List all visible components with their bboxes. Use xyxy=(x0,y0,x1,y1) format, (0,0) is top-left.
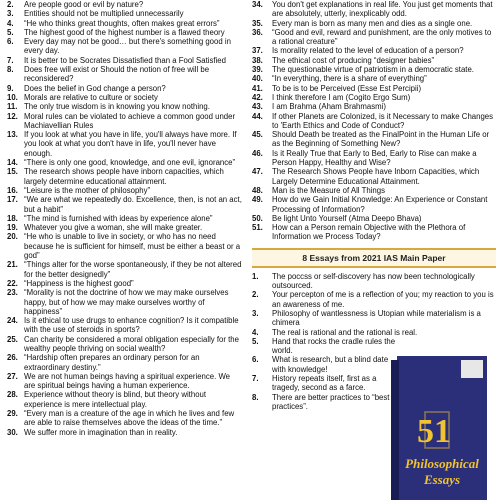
item-text: Entities should not be multiplied unnecessarily xyxy=(24,9,184,19)
item-text: The highest good of the highest number is a flawed theory xyxy=(24,27,225,37)
list-item xyxy=(4,158,242,167)
list-item xyxy=(252,337,400,356)
item-number: 18. xyxy=(7,213,18,223)
right-list xyxy=(252,0,496,242)
item-number: 35. xyxy=(252,18,263,28)
item-text: Whatever you give a woman, she will make greater. xyxy=(24,223,203,233)
list-item xyxy=(4,130,242,158)
item-text: Should Death be treated as the FinalPoint in the Human Life or as the Beginning of Something New? xyxy=(272,130,490,149)
item-number: 20. xyxy=(7,232,18,242)
item-text: History repeats itself, first as a tragedy, second as a farce. xyxy=(272,373,377,393)
item-number: 45. xyxy=(252,130,263,140)
item-number: 22. xyxy=(7,278,18,288)
list-item xyxy=(252,74,496,83)
item-number: 12. xyxy=(7,111,18,121)
list-item xyxy=(4,9,242,18)
list-item xyxy=(4,390,242,409)
list-item xyxy=(4,0,242,9)
item-text: What is research, but a blind date with knowledge! xyxy=(272,355,389,374)
item-number: 25. xyxy=(7,334,18,344)
list-item xyxy=(4,102,242,111)
list-item xyxy=(252,65,496,74)
item-number: 5. xyxy=(252,336,259,346)
item-number: 19. xyxy=(7,223,18,233)
item-number: 41. xyxy=(252,83,263,93)
list-item xyxy=(252,309,496,328)
book-spine xyxy=(391,360,399,500)
list-item xyxy=(252,393,400,412)
item-text: Is it Really True that Early to Bed, Early to Rise can make a Person Happy, Healthy and Wise? xyxy=(272,148,477,168)
publisher-logo xyxy=(461,360,483,378)
item-text: How do we Gain Initial Knowledge: An Experience or Constant Processing of Information? xyxy=(272,195,488,214)
item-number: 27. xyxy=(7,371,18,381)
list-item xyxy=(4,428,242,437)
item-number: 15. xyxy=(7,167,18,177)
book-cover-svg xyxy=(389,352,493,500)
item-text: I am Brahma (Aham Brahmasmi) xyxy=(272,102,386,112)
item-text: Be light Unto Yourself (Atma Deepo Bhava) xyxy=(272,213,422,223)
item-number: 38. xyxy=(252,55,263,65)
list-item xyxy=(4,28,242,37)
item-number: 8. xyxy=(252,392,259,402)
item-text: “Happiness is the highest good” xyxy=(24,278,134,288)
list-item xyxy=(252,19,496,28)
item-text: “In everything, there is a share of everything” xyxy=(272,74,427,84)
item-text: Can charity be considered a moral obligation especially for the wealthy people thriving on social wealth? xyxy=(24,334,239,353)
list-item xyxy=(252,167,496,186)
item-number: 13. xyxy=(7,130,18,140)
item-number: 9. xyxy=(7,83,14,93)
book-title-line2: Essays xyxy=(423,472,461,487)
list-item xyxy=(252,102,496,111)
list-item xyxy=(4,409,242,428)
item-number: 46. xyxy=(252,148,263,158)
list-item xyxy=(4,19,242,28)
book-cover-image xyxy=(389,352,493,500)
item-number: 37. xyxy=(252,46,263,56)
item-number: 7. xyxy=(7,55,14,65)
list-item xyxy=(4,186,242,195)
list-item xyxy=(252,355,400,374)
book-title-line1: Philosophical xyxy=(405,456,479,471)
list-item xyxy=(4,232,242,260)
list-item xyxy=(252,28,496,47)
item-text: The only true wisdom is in knowing you know nothing. xyxy=(24,102,210,112)
item-number: 7. xyxy=(252,373,259,383)
list-item xyxy=(4,335,242,354)
item-text: How can a Person remain Objective with the Plethora of Information we Process Today? xyxy=(272,223,466,242)
item-number: 43. xyxy=(252,102,263,112)
item-number: 50. xyxy=(252,213,263,223)
item-number: 36. xyxy=(252,27,263,37)
item-text: “The mind is furnished with ideas by experience alone” xyxy=(24,213,213,223)
list-item xyxy=(252,56,496,65)
item-text: “Every man is a creature of the age in which he lives and few are able to raise themselves above the ideas of the time.” xyxy=(24,409,235,428)
list-item xyxy=(252,112,496,131)
item-text: It is better to be Socrates Dissatisfied than a Fool Satisfied xyxy=(24,55,226,65)
item-number: 29. xyxy=(7,409,18,419)
list-item xyxy=(4,223,242,232)
item-text: Every day may not be good… but there's something good in every day. xyxy=(24,37,231,56)
item-number: 1. xyxy=(252,271,259,281)
list-item xyxy=(4,288,242,316)
item-number: 3. xyxy=(7,9,14,19)
item-text: Your percepton of me is a reflection of you; my reaction to you is an awareness of me. xyxy=(272,290,494,309)
item-number: 3. xyxy=(252,308,259,318)
item-number: 49. xyxy=(252,195,263,205)
item-text: The poccss or self-discovery has now been technologically outsourced. xyxy=(272,271,475,291)
item-text: The ethical cost of producing “designer babies” xyxy=(272,55,435,65)
item-text: “He who thinks great thoughts, often makes great errors” xyxy=(24,18,220,28)
item-number: 26. xyxy=(7,353,18,363)
item-text: There are better practices to “best practices”. xyxy=(272,392,390,411)
item-text: “We are what we repeatedly do. Excellence, then, is not an act, but a habit” xyxy=(24,195,242,214)
item-text: If other Planets are Colonized, is it Necessary to make Changes to 'Earth Ethics and Code of Conduct? xyxy=(272,111,494,130)
item-text: “Hardship often prepares an ordinary person for an extraordinary destiny.” xyxy=(24,353,200,372)
item-number: 6. xyxy=(7,37,14,47)
item-number: 14. xyxy=(7,158,18,168)
item-number: 34. xyxy=(252,0,263,9)
item-number: 4. xyxy=(7,18,14,28)
item-number: 40. xyxy=(252,74,263,84)
list-item xyxy=(252,149,496,168)
item-text: Does free will exist or Should the notion of free will be reconsidered? xyxy=(24,65,210,84)
item-text: The real is rational and the rational is real. xyxy=(272,327,418,337)
item-text: Hand that rocks the cradle rules the world. xyxy=(272,336,396,356)
item-number: 8. xyxy=(7,65,14,75)
item-text: Every man is born as many men and dies as a single one. xyxy=(272,18,473,28)
right-column xyxy=(252,0,496,411)
item-number: 4. xyxy=(252,327,259,337)
item-text: Experience without theory is blind, but theory without experience is mere intellectual play. xyxy=(24,390,207,409)
item-text: Is it ethical to use drugs to enhance cognition? Is it compatible with the use of steroids in sports? xyxy=(24,316,239,335)
item-number: 23. xyxy=(7,288,18,298)
item-text: Does the belief in God change a person? xyxy=(24,83,166,93)
list-item xyxy=(4,167,242,186)
item-text: Moral rules can be violated to achieve a common good under Machiavellian Rules xyxy=(24,111,236,130)
item-number: 2. xyxy=(252,290,259,300)
list-item xyxy=(4,84,242,93)
list-item xyxy=(4,353,242,372)
item-text: “He who is unable to live in society, or who has no need because he is sufficient for himself, must be either a beast or a god” xyxy=(24,232,241,261)
list-item xyxy=(252,0,496,19)
list-item xyxy=(4,65,242,84)
list-item xyxy=(252,328,496,337)
book-number: 51 xyxy=(417,413,451,450)
item-number: 24. xyxy=(7,316,18,326)
item-number: 42. xyxy=(252,92,263,102)
item-number: 51. xyxy=(252,223,263,233)
list-item xyxy=(4,195,242,214)
item-number: 28. xyxy=(7,390,18,400)
list-item xyxy=(4,316,242,335)
list-item xyxy=(252,223,496,242)
item-number: 39. xyxy=(252,65,263,75)
item-number: 11. xyxy=(7,102,18,112)
item-text: “Leisure is the mother of philosophy” xyxy=(24,185,151,195)
item-number: 16. xyxy=(7,185,18,195)
item-number: 17. xyxy=(7,195,18,205)
list-item xyxy=(252,84,496,93)
item-text: The questionable virtue of patriotism in a democratic state. xyxy=(272,65,474,75)
item-number: 30. xyxy=(7,427,18,437)
list-item xyxy=(4,260,242,279)
list-item xyxy=(252,214,496,223)
section-title: 8 Essays from 2021 IAS Main Paper xyxy=(252,248,496,268)
item-text: I think therefore I am (Cogito Ergo Sum) xyxy=(272,92,411,102)
item-number: 48. xyxy=(252,185,263,195)
item-number: 5. xyxy=(7,27,14,37)
item-text: Is morality related to the level of education of a person? xyxy=(272,46,464,56)
list-item xyxy=(4,112,242,131)
item-number: 44. xyxy=(252,111,263,121)
list-item xyxy=(252,186,496,195)
list-item xyxy=(4,372,242,391)
item-number: 6. xyxy=(252,355,259,365)
item-text: The research shows people have inborn capacities, which largely determine educational attainment. xyxy=(24,167,224,186)
left-column xyxy=(4,0,242,437)
list-item xyxy=(252,46,496,55)
item-text: We suffer more in imagination than in reality. xyxy=(24,427,178,437)
item-text: Man is the Measure of All Things xyxy=(272,185,385,195)
item-text: “Morality is not the doctrine of how we may make ourselves happy, but of how we may make ourselves worthy of happiness” xyxy=(24,288,229,316)
list-item xyxy=(4,56,242,65)
item-text: “There is only one good, knowledge, and one evil, ignorance” xyxy=(24,158,236,168)
item-number: 47. xyxy=(252,167,263,177)
item-text: To be is to be Perceived (Esse Est Percipii) xyxy=(272,83,422,93)
list-item xyxy=(252,130,496,149)
list-item xyxy=(252,374,400,393)
item-text: Philosophy of wantlessness is Utopian while materialism is a chimera xyxy=(272,308,481,328)
item-text: We are not human beings having a spiritual experience. We are spiritual beings having a human experience. xyxy=(24,371,231,391)
list-item xyxy=(252,272,496,291)
item-number: 10. xyxy=(7,92,18,102)
list-item xyxy=(252,290,496,309)
item-number: 2. xyxy=(7,0,14,9)
item-text: Morals are relative to culture or society xyxy=(24,92,158,102)
list-item xyxy=(252,195,496,214)
list-item xyxy=(4,214,242,223)
item-text: “Good and evil, reward and punishment, are the only motives to a rational creature” xyxy=(272,27,492,47)
list-item xyxy=(4,93,242,102)
item-text: If you look at what you have in life, you'll always have more. If you look at what you don't have in life, you'll never have enough. xyxy=(24,130,237,158)
list-item xyxy=(4,37,242,56)
item-text: You don't get explanations in real life. You just get moments that are absolutely, utterly, inexplicably odd. xyxy=(272,0,493,19)
list-item xyxy=(252,93,496,102)
item-text: “Things alter for the worse spontaneously, if they be not altered for the better designedly” xyxy=(24,260,242,279)
list-item xyxy=(4,279,242,288)
item-text: Are people good or evil by nature? xyxy=(24,0,144,9)
item-text: The Research Shows People have Inborn Capacities, which Largely Determine Educational Attainment. xyxy=(272,167,480,186)
item-number: 21. xyxy=(7,260,18,270)
